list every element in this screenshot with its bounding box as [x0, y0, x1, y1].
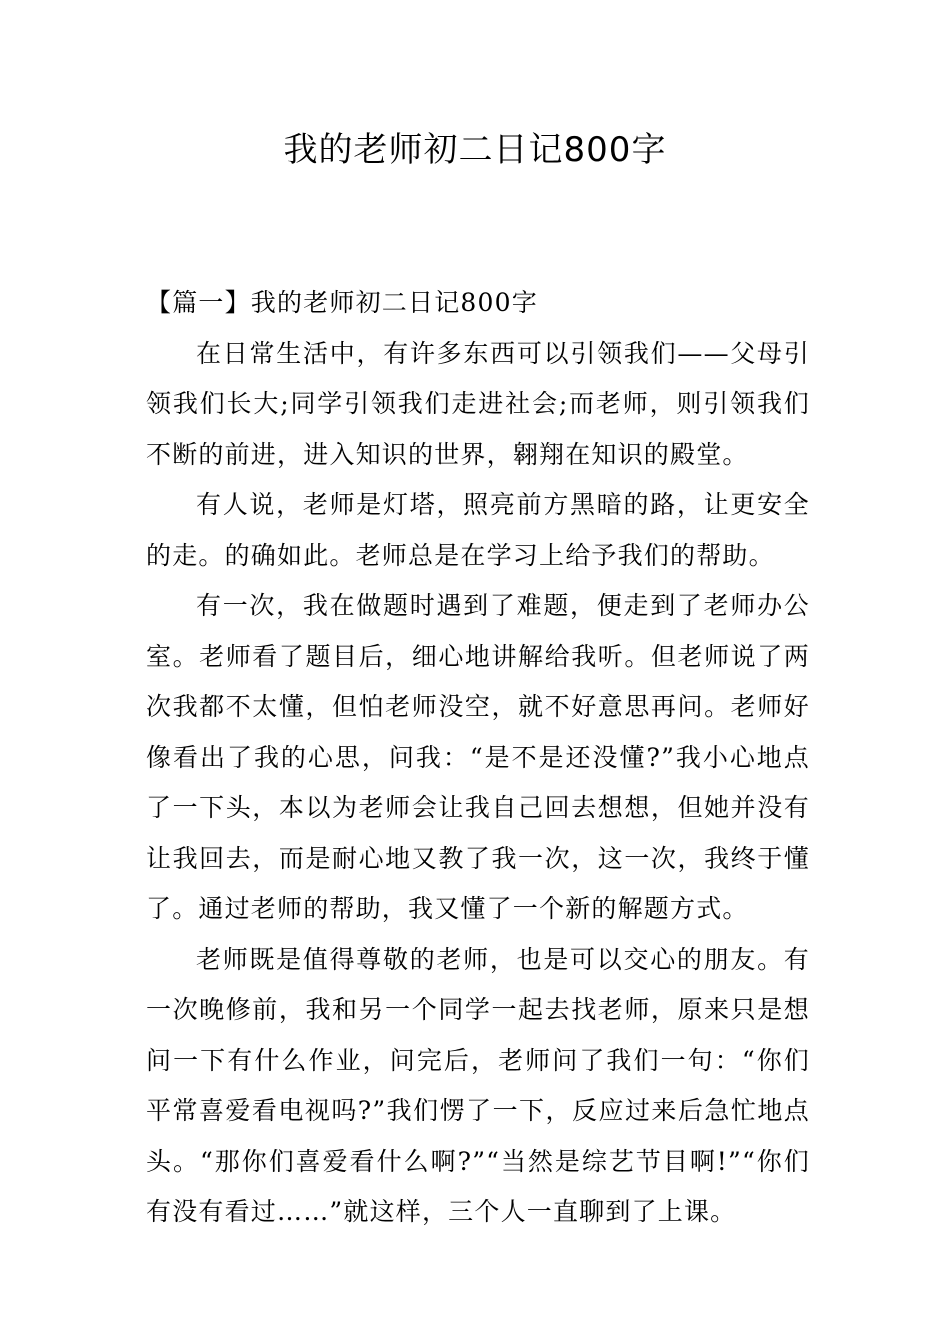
document-title: 我的老师初二日记800字 — [283, 130, 667, 170]
document-body — [146, 278, 810, 1238]
paragraph: 有一次，我在做题时遇到了难题，便走到了老师办公室。老师看了题目后，细心地讲解给我听。但老师说了两次我都不太懂，但怕老师没空，就不好意思再问。老师好像看出了我的心思，问我：“是不是还没懂?”我小心地点了一下头，本以为老师会让我自己回去想想，但她并没有让我回去，而是耐心地又教了我一次，这一次，我终于懂了。通过老师的帮助，我又懂了一个新的解题方式。 — [146, 591, 810, 923]
paragraph: 有人说，老师是灯塔，照亮前方黑暗的路，让更安全的走。的确如此。老师总是在学习上给予我们的帮助。 — [146, 490, 810, 570]
paragraph: 在日常生活中，有许多东西可以引领我们——父母引领我们长大;同学引领我们走进社会;而老师，则引领我们不断的前进，进入知识的世界，翱翔在知识的殿堂。 — [146, 338, 810, 469]
section-heading: 【篇一】我的老师初二日记800字 — [146, 288, 538, 317]
paragraph: 老师既是值得尊敬的老师，也是可以交心的朋友。有一次晚修前，我和另一个同学一起去找老师，原来只是想问一下有什么作业，问完后，老师问了我们一句：“你们平常喜爱看电视吗?”我们愣了一下，反应过来后急忙地点头。“那你们喜爱看什么啊?”“当然是综艺节目啊!”“你们有没有看过……”就这样，三个人一直聊到了上课。 — [146, 944, 810, 1226]
